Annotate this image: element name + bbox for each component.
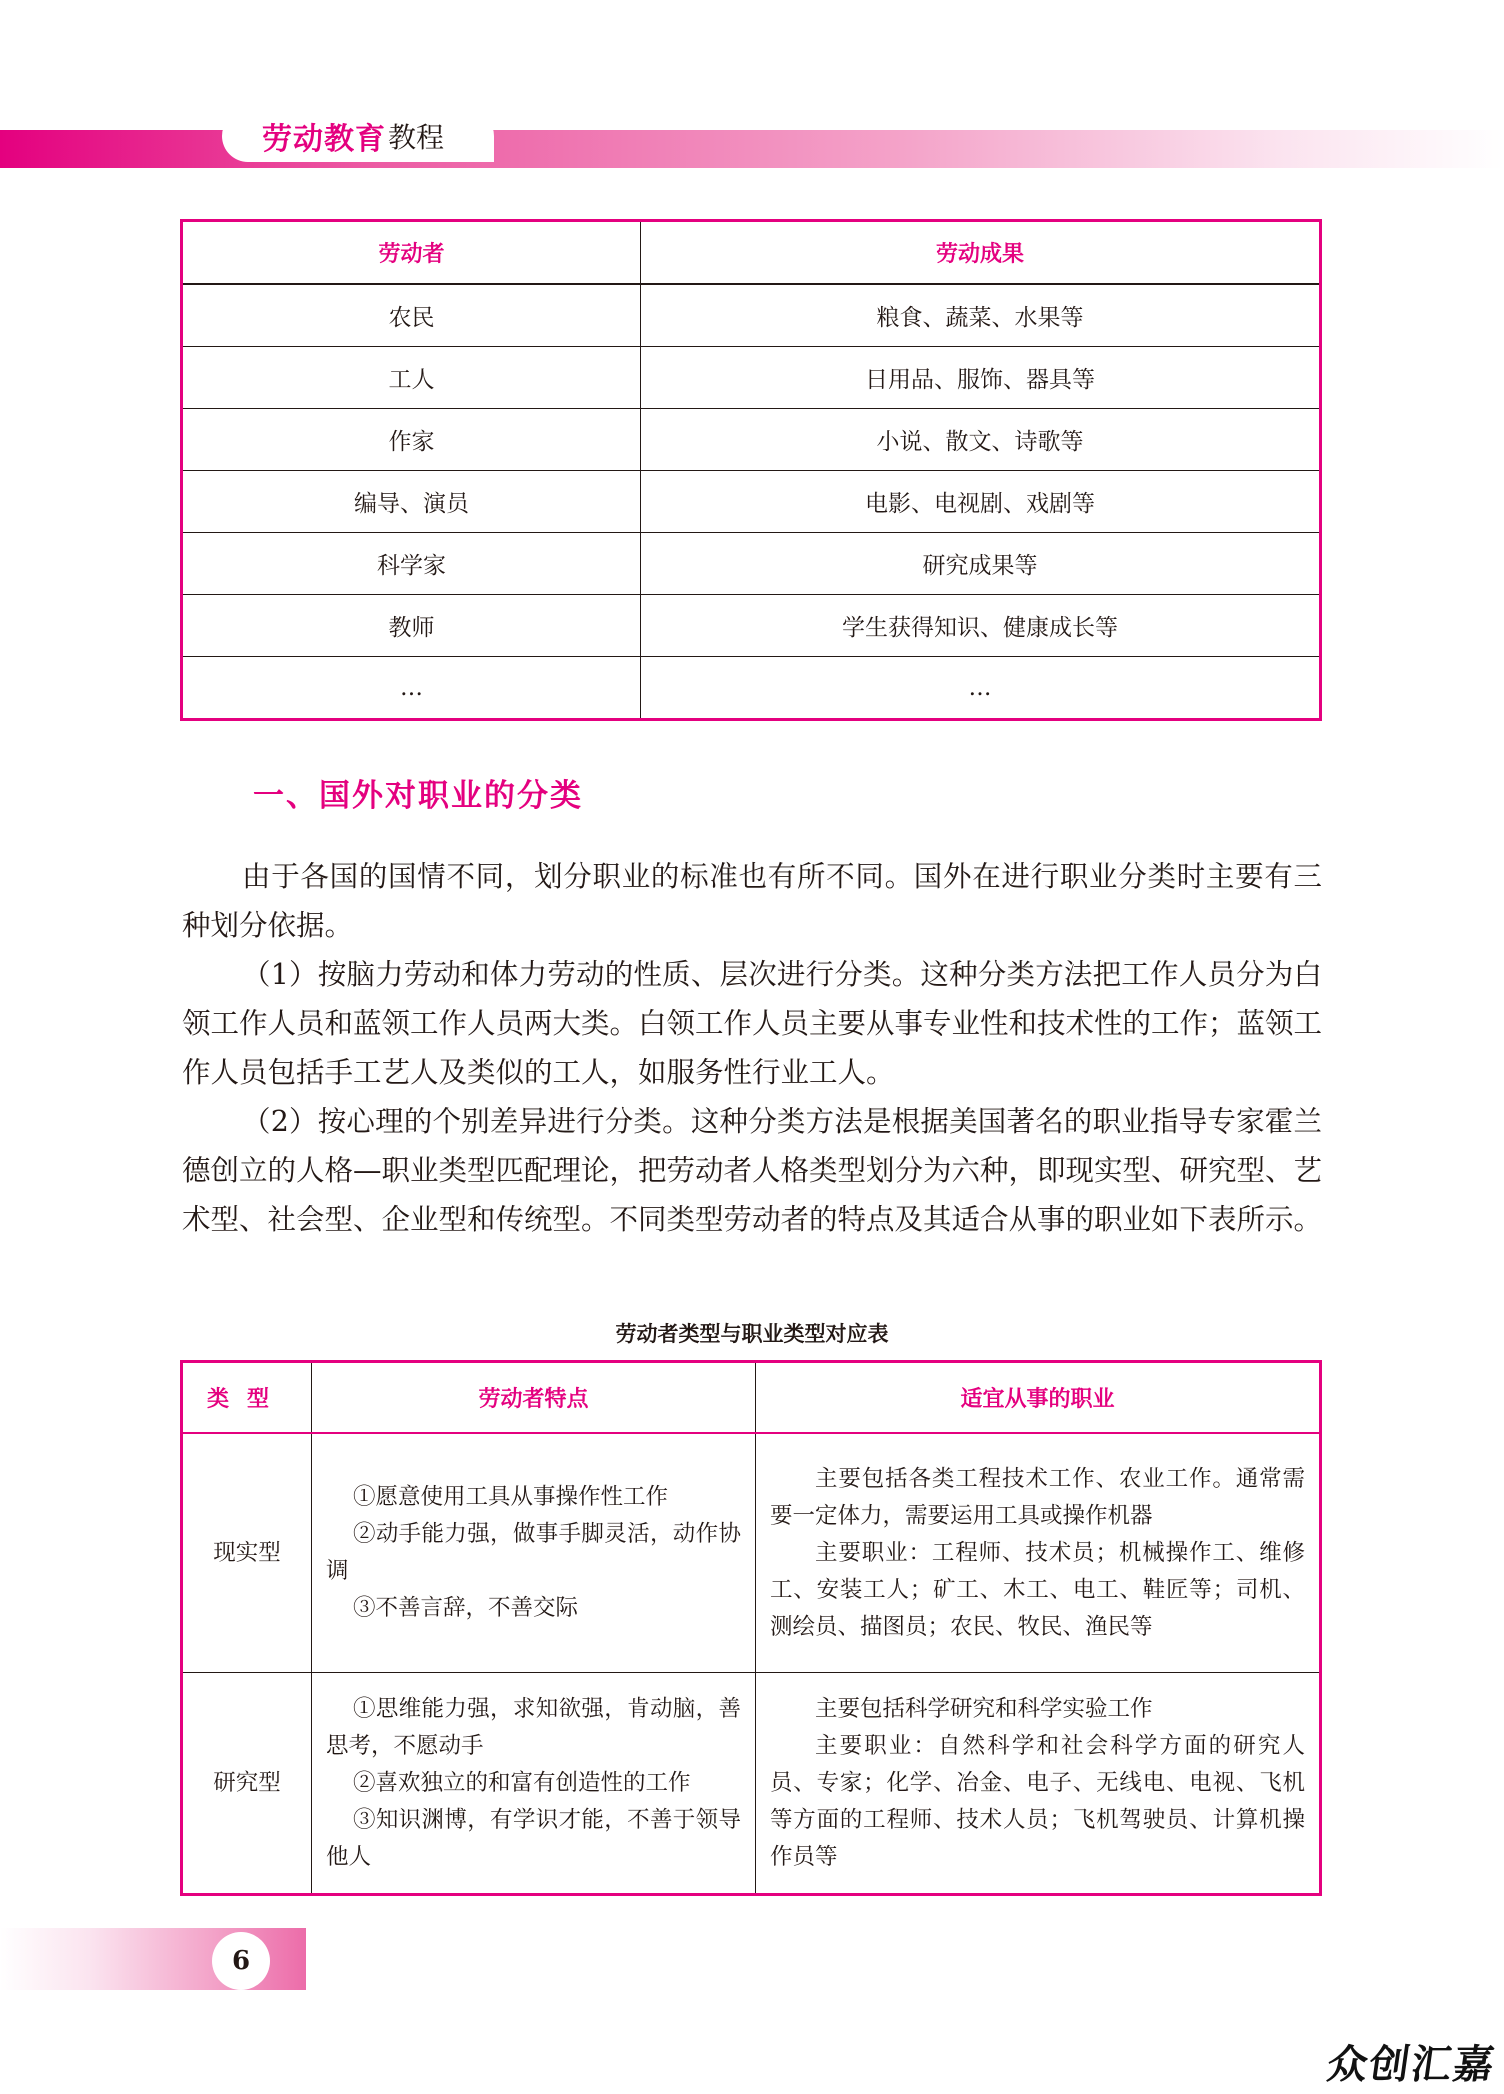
table-cell: 研究成果等 [641,533,1321,595]
type-cell: 现实型 [182,1433,312,1673]
table-row [182,284,1321,347]
trait-item: ②喜欢独立的和富有创造性的工作 [353,1769,691,1796]
job-item: 主要包括各类工程技术工作、农业工作。通常需要一定体力，需要运用工具或操作机器 [770,1465,1305,1529]
table-row [182,347,1321,409]
trait-item: ③不善言辞，不善交际 [353,1595,579,1621]
table-cell: … [641,657,1321,720]
table-cell: 日用品、服饰、器具等 [641,347,1321,409]
table-row [182,1673,1321,1895]
table-cell: 工人 [182,347,641,409]
table-row [182,471,1321,533]
table-cell: 农民 [182,284,641,347]
section-heading: 一、国外对职业的分类 [253,778,583,814]
book-title-brand: 劳动教育 [262,122,386,157]
table1-header-achievement: 劳动成果 [641,221,1321,285]
book-title-suffix: 教程 [388,121,445,154]
table-cell: 学生获得知识、健康成长等 [641,595,1321,657]
table-cell: 教师 [182,595,641,657]
paragraph: 由于各国的国情不同，划分职业的标准也有所不同。国外在进行职业分类时主要有三种划分依据。 [182,860,1322,942]
trait-item: ③知识渊博，有学识才能，不善于领导他人 [326,1806,741,1870]
table1-header-laborer: 劳动者 [182,221,641,285]
personality-career-table [180,1360,1322,1896]
table-row [182,657,1321,720]
table-cell: … [182,657,641,720]
page-number: 6 [212,1932,270,1990]
table-row [182,409,1321,471]
jobs-cell [756,1673,1321,1895]
table-cell: 编导、演员 [182,471,641,533]
paragraph: （2）按心理的个别差异进行分类。这种分类方法是根据美国著名的职业指导专家霍兰德创立的人格—职业类型匹配理论，把劳动者人格类型划分为六种，即现实型、研究型、艺术型、社会型、企业型和传统型。不同类型劳动者的特点及其适合从事的职业如下表所示。 [182,1105,1323,1236]
jobs-cell [756,1433,1321,1673]
trait-item: ①愿意使用工具从事操作性工作 [353,1484,669,1510]
table-caption: 劳动者类型与职业类型对应表 [615,1322,889,1346]
watermark-logo: 众创汇嘉 [1324,2042,1499,2088]
table-cell: 粮食、蔬菜、水果等 [641,284,1321,347]
running-header [222,110,494,162]
table2-header-traits: 劳动者特点 [312,1362,756,1434]
table-cell: 科学家 [182,533,641,595]
body-text [182,852,1322,1244]
job-item: 主要包括科学研究和科学实验工作 [815,1695,1153,1722]
table-cell: 小说、散文、诗歌等 [641,409,1321,471]
type-cell: 研究型 [182,1673,312,1895]
job-item: 主要职业：工程师、技术员；机械操作工、维修工、安装工人；矿工、木工、电工、鞋匠等；司机、测绘员、描图员；农民、牧民、渔民等 [770,1539,1305,1640]
table-row [182,533,1321,595]
traits-cell [312,1673,756,1895]
table-row [182,595,1321,657]
table-cell: 作家 [182,409,641,471]
job-item: 主要职业：自然科学和社会科学方面的研究人员、专家；化学、冶金、电子、无线电、电视、飞机等方面的工程师、技术人员；飞机驾驶员、计算机操作员等 [770,1732,1305,1870]
traits-cell [312,1433,756,1673]
laborer-achievement-table [180,219,1322,721]
table-row [182,1433,1321,1673]
table-cell: 电影、电视剧、戏剧等 [641,471,1321,533]
trait-item: ①思维能力强，求知欲强，肯动脑，善思考，不愿动手 [326,1695,741,1759]
paragraph: （1）按脑力劳动和体力劳动的性质、层次进行分类。这种分类方法把工作人员分为白领工作人员和蓝领工作人员两大类。白领工作人员主要从事专业性和技术性的工作；蓝领工作人员包括手工艺人及类似的工人，如服务性行业工人。 [182,958,1323,1089]
table2-header-jobs: 适宜从事的职业 [756,1362,1321,1434]
trait-item: ②动手能力强，做事手脚灵活，动作协调 [326,1521,741,1584]
table2-header-type: 类型 [182,1362,312,1434]
